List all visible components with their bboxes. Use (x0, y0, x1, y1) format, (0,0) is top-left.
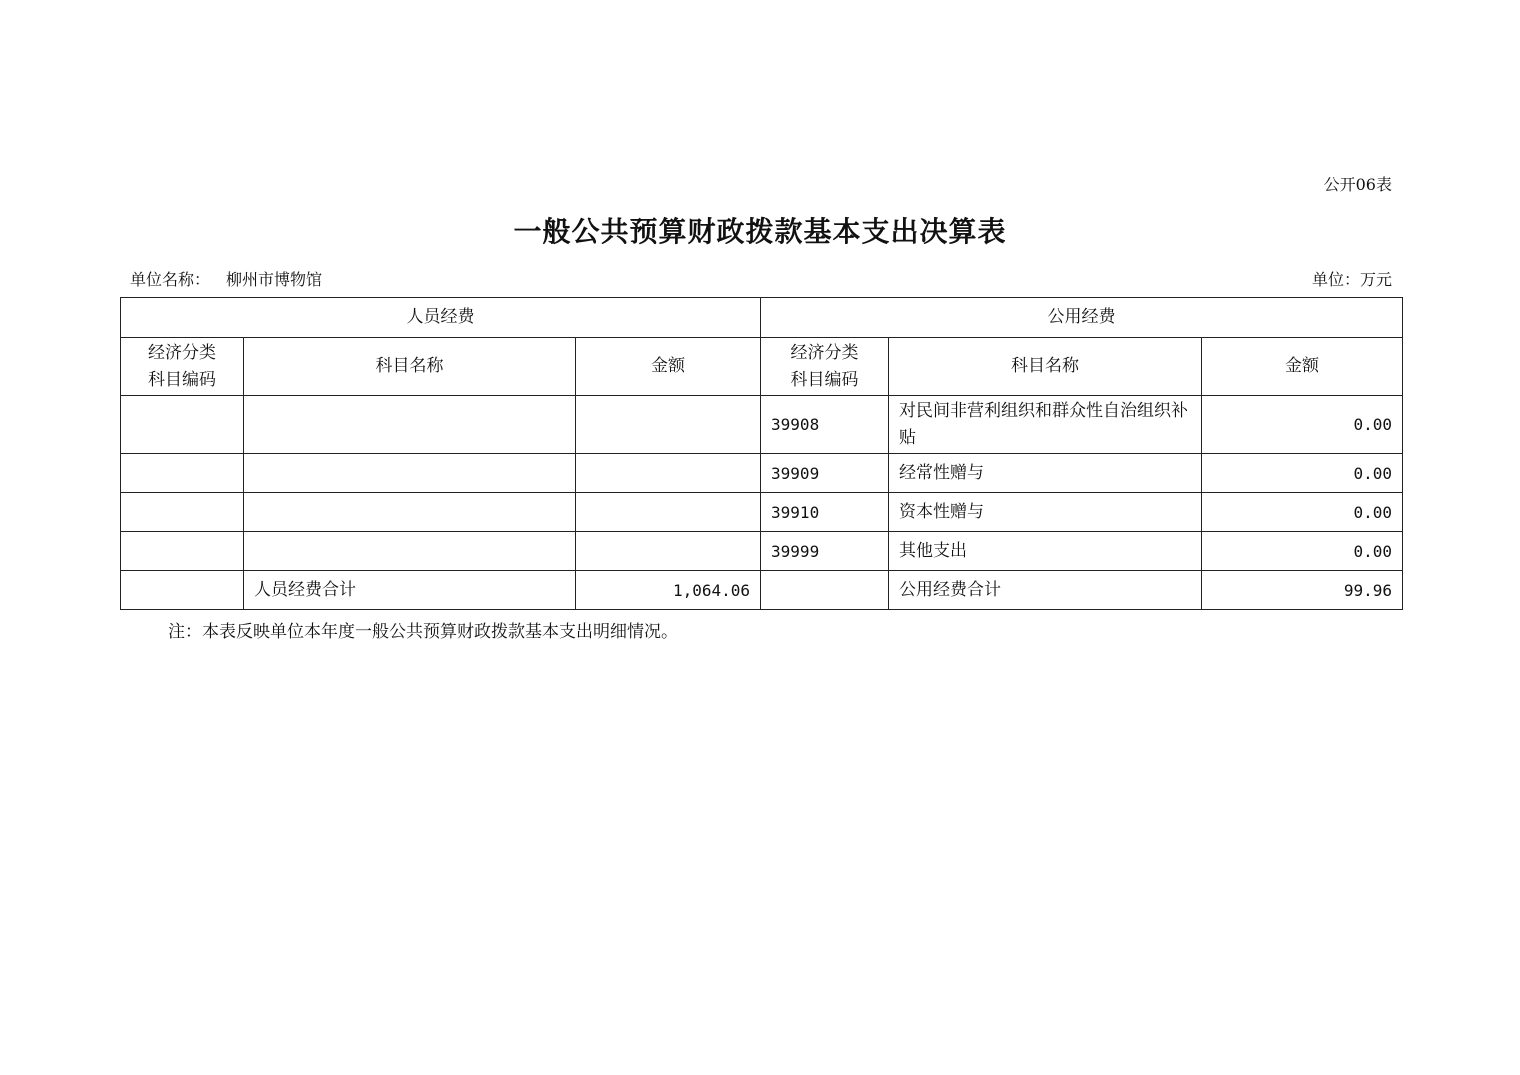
personnel-total-label: 人员经费合计 (244, 571, 576, 610)
public-total-amount: 99.96 (1202, 571, 1403, 610)
group-header-personnel: 人员经费 (121, 298, 761, 338)
personnel-code-cell (121, 396, 244, 454)
totals-row (121, 571, 1403, 610)
totals-empty-cell (761, 571, 889, 610)
public-total-label: 公用经费合计 (889, 571, 1202, 610)
public-amount-cell: 0.00 (1202, 454, 1403, 493)
group-header-public: 公用经费 (761, 298, 1403, 338)
public-code-cell: 39908 (761, 396, 889, 454)
col-header-personnel-code (121, 338, 244, 396)
personnel-name-cell (244, 532, 576, 571)
col-header-code-line1: 经济分类 (148, 342, 216, 363)
unit-label: 单位名称： (130, 270, 211, 289)
unit-info (130, 267, 322, 290)
unit-name: 柳州市博物馆 (226, 270, 323, 289)
col-header-public-amount: 金额 (1202, 338, 1403, 396)
col-header-personnel-amount: 金额 (576, 338, 761, 396)
table-note: 注：本表反映单位本年度一般公共预算财政拨款基本支出明细情况。 (168, 622, 678, 642)
public-amount-cell: 0.00 (1202, 493, 1403, 532)
personnel-amount-cell (576, 532, 761, 571)
public-name-cell: 其他支出 (889, 532, 1202, 571)
personnel-name-cell (244, 493, 576, 532)
budget-table (120, 297, 1403, 610)
personnel-amount-cell (576, 493, 761, 532)
group-header-row (121, 298, 1403, 338)
table-row (121, 454, 1403, 493)
currency-unit: 单位：万元 (1311, 270, 1392, 289)
table-row (121, 396, 1403, 454)
public-name-cell: 对民间非营利组织和群众性自治组织补贴 (889, 396, 1202, 454)
table-row (121, 532, 1403, 571)
personnel-name-cell (244, 396, 576, 454)
totals-empty-cell (121, 571, 244, 610)
personnel-code-cell (121, 454, 244, 493)
col-header-public-code (761, 338, 889, 396)
personnel-amount-cell (576, 396, 761, 454)
col-header-personnel-name: 科目名称 (244, 338, 576, 396)
public-amount-cell: 0.00 (1202, 532, 1403, 571)
personnel-name-cell (244, 454, 576, 493)
public-code-cell: 39999 (761, 532, 889, 571)
public-code-cell: 39910 (761, 493, 889, 532)
public-name-cell: 经常性赠与 (889, 454, 1202, 493)
table-row (121, 493, 1403, 532)
form-number: 公开06表 (1323, 175, 1392, 194)
page-title: 一般公共预算财政拨款基本支出决算表 (513, 215, 1007, 248)
personnel-code-cell (121, 532, 244, 571)
personnel-code-cell (121, 493, 244, 532)
public-amount-cell: 0.00 (1202, 396, 1403, 454)
public-code-cell: 39909 (761, 454, 889, 493)
col-header-code-line1: 经济分类 (790, 342, 859, 363)
personnel-total-amount: 1,064.06 (576, 571, 761, 610)
public-name-cell: 资本性赠与 (889, 493, 1202, 532)
personnel-amount-cell (576, 454, 761, 493)
column-header-row (121, 338, 1403, 396)
col-header-code-line2: 科目编码 (148, 369, 216, 390)
col-header-public-name: 科目名称 (889, 338, 1202, 396)
col-header-code-line2: 科目编码 (790, 369, 859, 390)
